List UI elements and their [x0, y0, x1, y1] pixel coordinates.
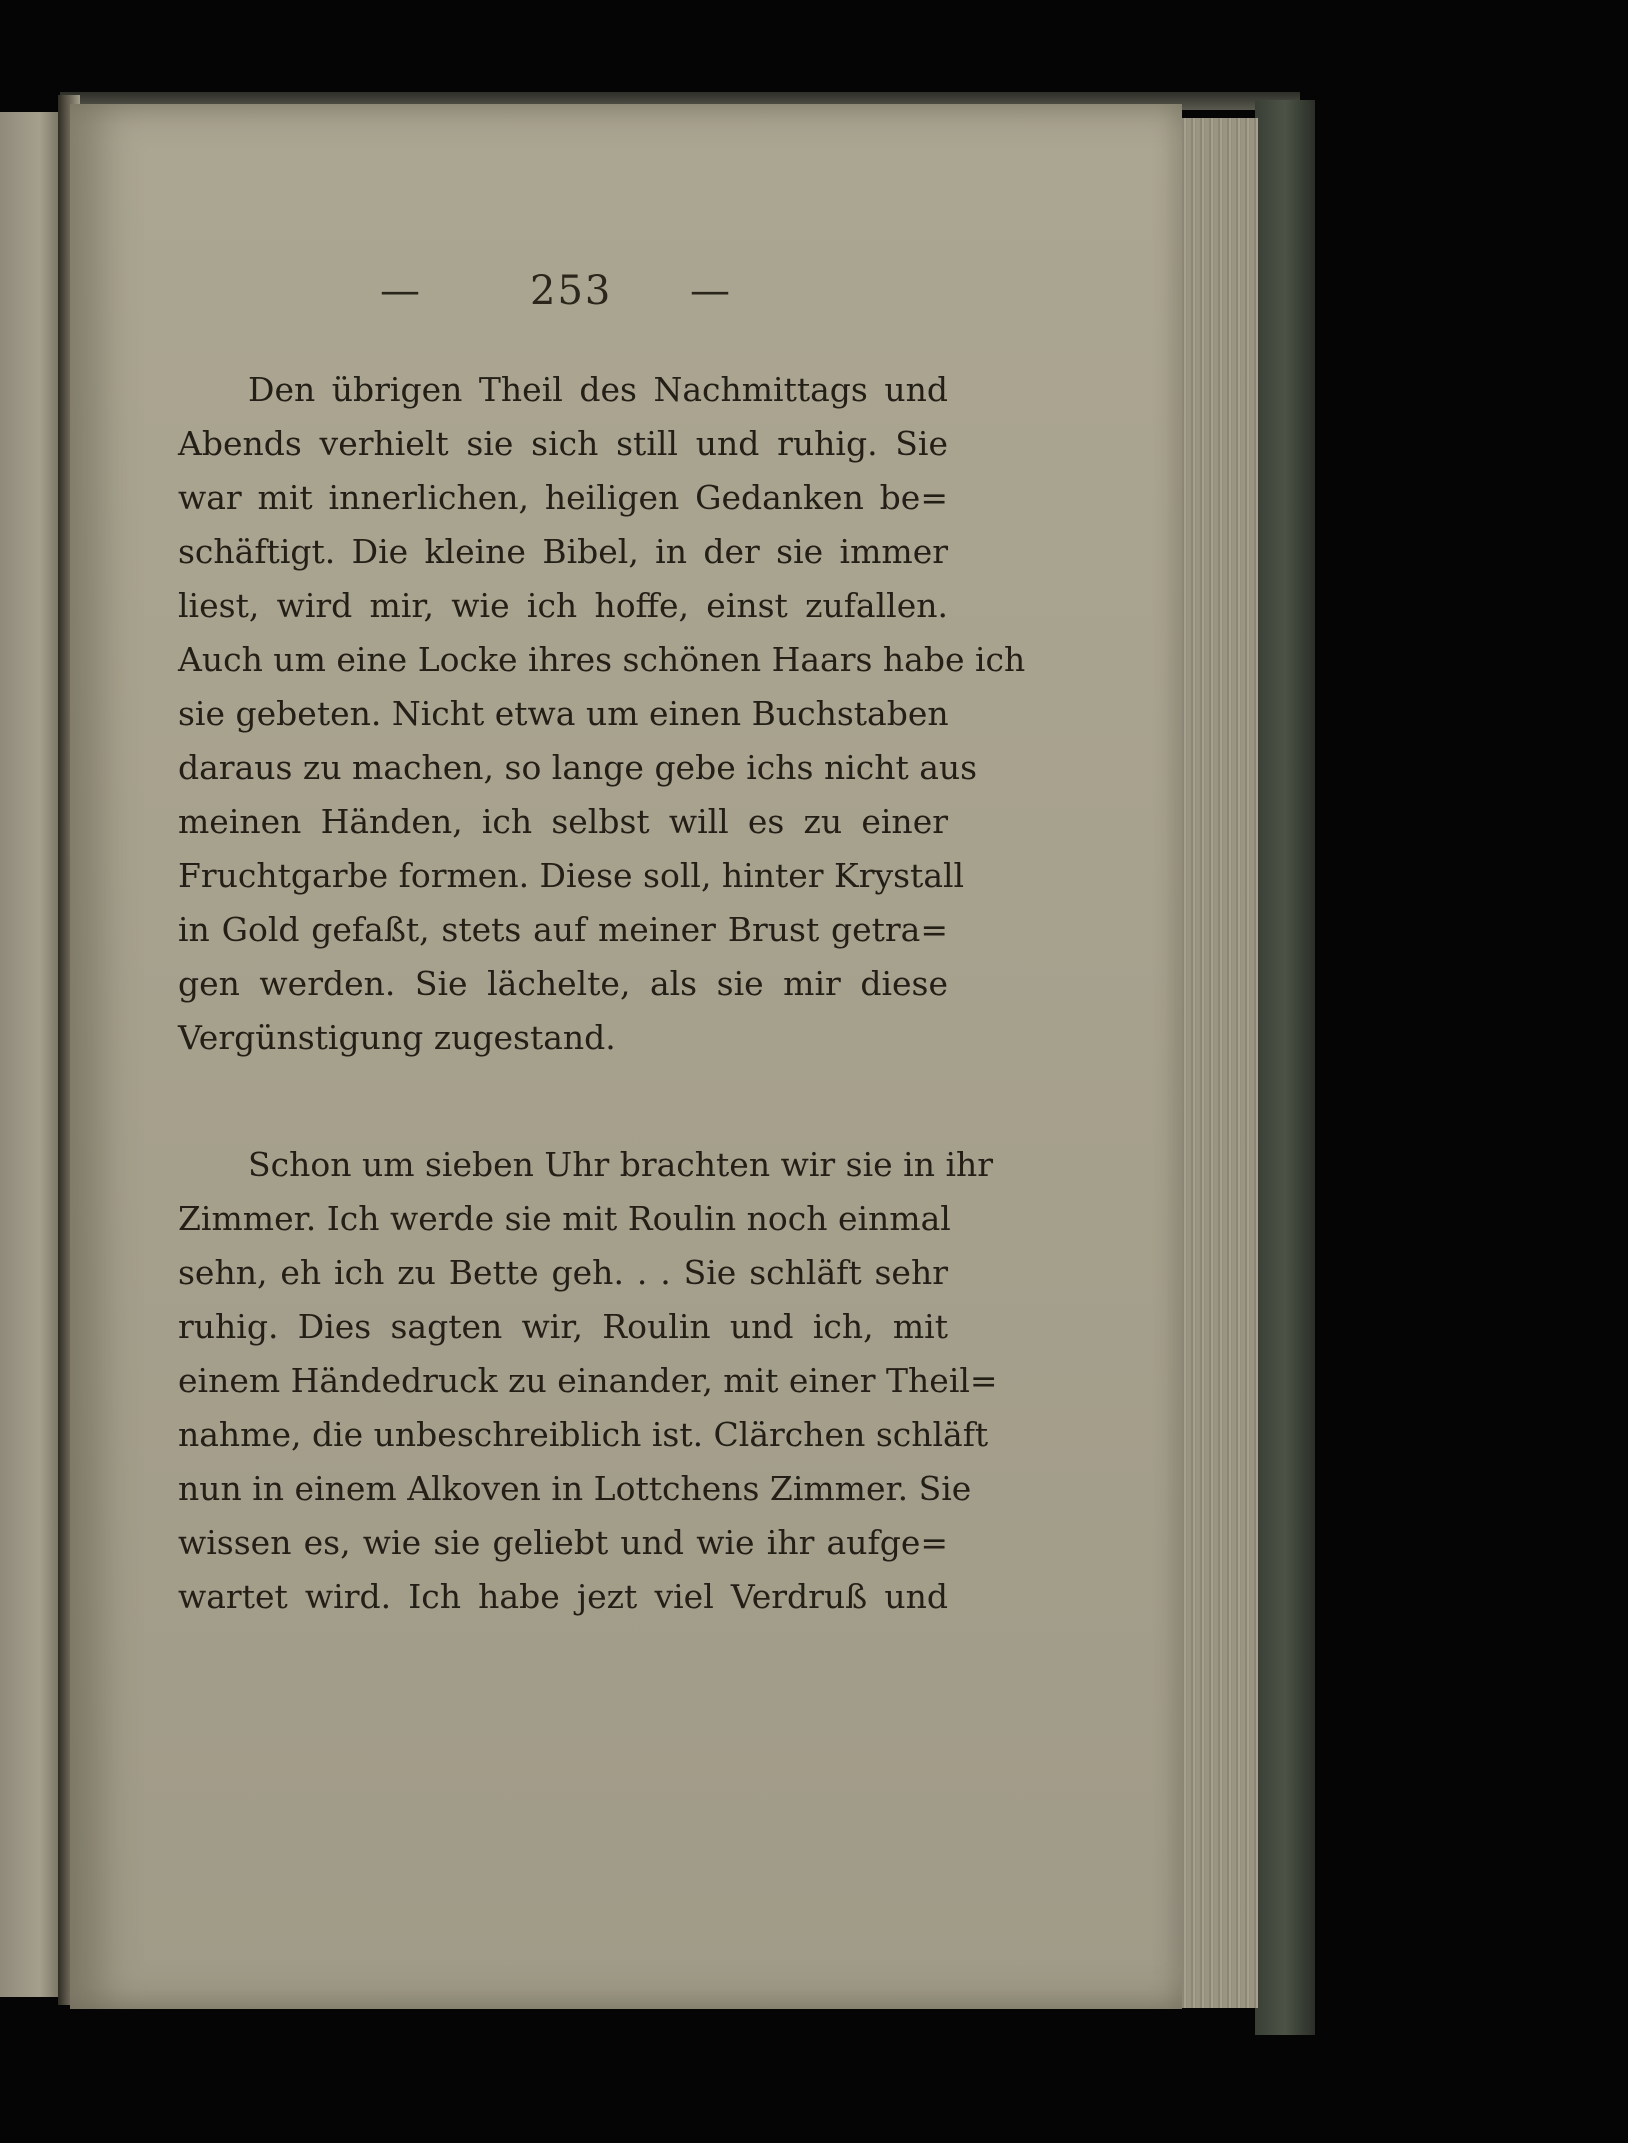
text-line: meinen Händen, ich selbst will es zu einer [178, 802, 948, 841]
text-line: schäftigt. Die kleine Bibel, in der sie immer [178, 532, 948, 571]
left-page-edge [0, 112, 66, 1997]
text-line: Den übrigen Theil des Nachmittags und [248, 370, 948, 409]
text-line: sie gebeten. Nicht etwa um einen Buchstaben [178, 694, 949, 733]
book-cover-edge [1255, 100, 1315, 2035]
text-line: Vergünstigung zugestand. [178, 1018, 616, 1057]
header-dash-right: — [690, 268, 730, 314]
text-line: nahme, die unbeschreiblich ist. Clärchen schläft [178, 1415, 989, 1454]
text-line: Abends verhielt sie sich still und ruhig. Sie [178, 424, 948, 463]
text-line: sehn, eh ich zu Bette geh. . . Sie schläft sehr [178, 1253, 948, 1292]
text-line: nun in einem Alkoven in Lottchens Zimmer. Sie [178, 1469, 972, 1508]
text-line: einem Händedruck zu einander, mit einer Theil= [178, 1361, 998, 1400]
header-dash-left: — [380, 268, 420, 314]
text-line: Auch um eine Locke ihres schönen Haars habe ich [178, 640, 1026, 679]
paragraph-1 [178, 363, 1026, 1065]
paragraph-2 [178, 1138, 998, 1624]
text-line: Zimmer. Ich werde sie mit Roulin noch einmal [178, 1199, 951, 1238]
page-number: 253 [530, 268, 613, 314]
text-line: wartet wird. Ich habe jezt viel Verdruß und [178, 1577, 948, 1616]
page-header [380, 268, 760, 328]
text-line: daraus zu machen, so lange gebe ichs nicht aus [178, 748, 978, 787]
text-line: gen werden. Sie lächelte, als sie mir diese [178, 964, 948, 1003]
text-line: ruhig. Dies sagten wir, Roulin und ich, mit [178, 1307, 948, 1346]
text-line: Fruchtgarbe formen. Diese soll, hinter Krystall [178, 856, 965, 895]
text-line: wissen es, wie sie geliebt und wie ihr aufge= [178, 1523, 948, 1562]
text-line: liest, wird mir, wie ich hoffe, einst zufallen. [178, 586, 948, 625]
text-line: Schon um sieben Uhr brachten wir sie in ihr [248, 1145, 994, 1184]
text-line: in Gold gefaßt, stets auf meiner Brust getra= [178, 910, 948, 949]
page-stack-edges [1178, 118, 1258, 2008]
text-line: war mit innerlichen, heiligen Gedanken be= [178, 478, 948, 517]
